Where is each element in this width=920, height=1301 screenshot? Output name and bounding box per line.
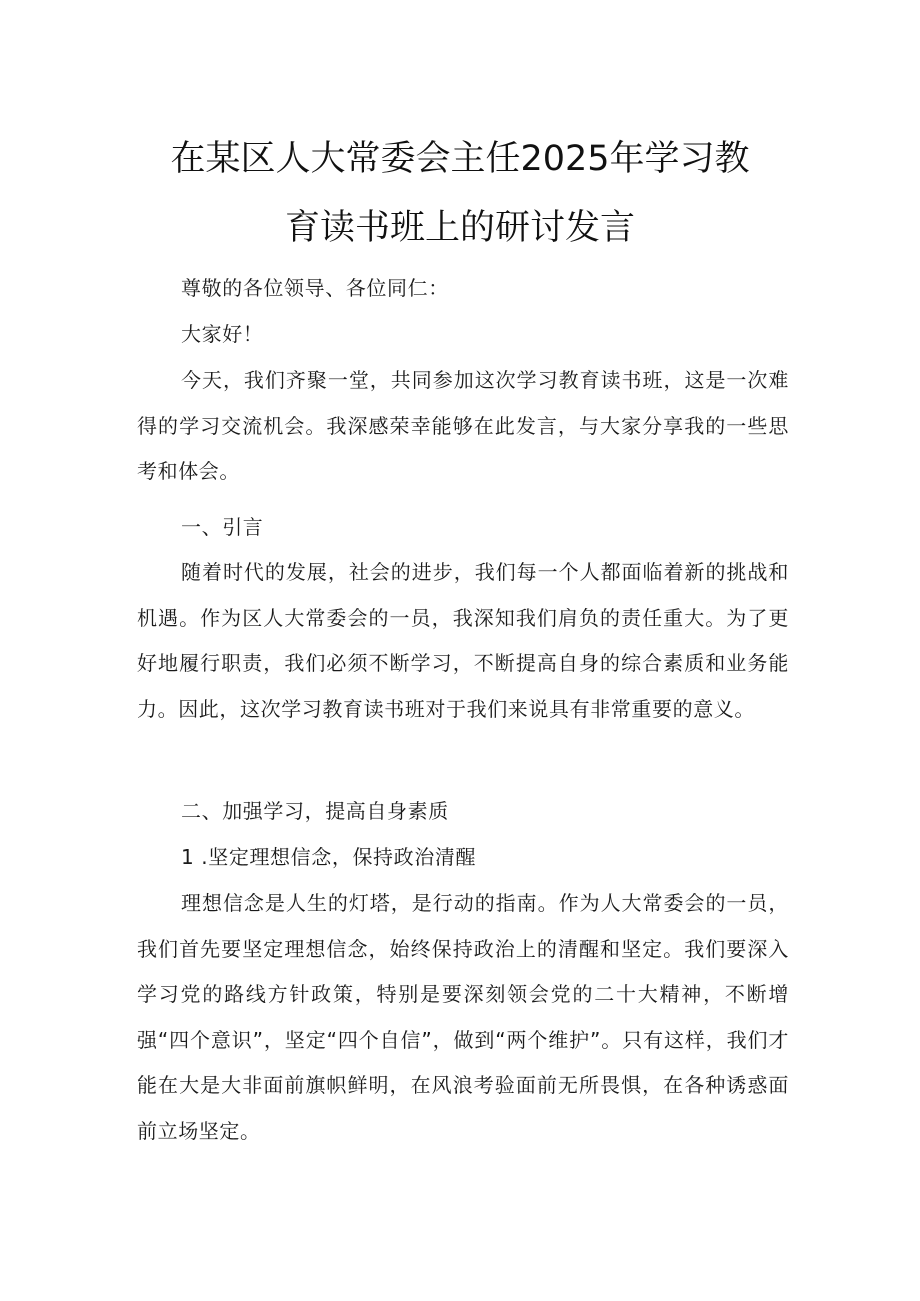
section-2-subheading-1: 1 .坚定理想信念，保持政治清醒	[181, 845, 477, 869]
document-title-line-1: 在某区人大常委会主任2025年学习教	[170, 139, 750, 179]
section-1-heading: 一、引言	[181, 515, 264, 539]
document-title-line-2: 育读书班上的研讨发言	[284, 208, 635, 248]
section-2-sub-1-paragraph: 理想信念是人生的灯塔，是行动的指南。作为人大常委会的一员，我们首先要坚定理想信念，始终保持政治上的清醒和坚定。我们要深入学习党的路线方针政策，特别是要深刻领会党的二十大精神，不断增强“四个意识”，坚定“四个自信”，做到“两个维护”。只有这样，我们才能在大是大非面前旗帜鲜明，在风浪考验面前无所畏惧，在各种诱惑面前立场坚定。	[137, 891, 789, 1143]
section-2-heading: 二、加强学习，提高自身素质	[181, 799, 449, 823]
salutation: 尊敬的各位领导、各位同仁：	[181, 276, 449, 300]
greeting: 大家好！	[181, 322, 264, 346]
section-1-paragraph: 随着时代的发展，社会的进步，我们每一个人都面临着新的挑战和机遇。作为区人大常委会的一员，我深知我们肩负的责任重大。为了更好地履行职责，我们必须不断学习，不断提高自身的综合素质和业务能力。因此，这次学习教育读书班对于我们来说具有非常重要的意义。	[137, 560, 789, 721]
intro-paragraph: 今天，我们齐聚一堂，共同参加这次学习教育读书班，这是一次难得的学习交流机会。我深感荣幸能够在此发言，与大家分享我的一些思考和体会。	[137, 368, 789, 483]
